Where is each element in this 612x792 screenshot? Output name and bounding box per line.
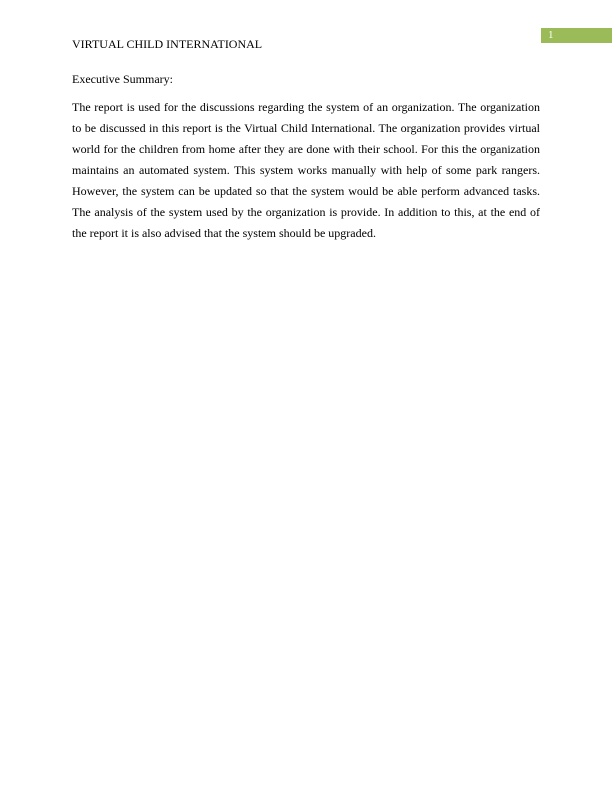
running-header: VIRTUAL CHILD INTERNATIONAL — [72, 37, 263, 51]
page-number: 1 — [541, 28, 612, 43]
section-heading: Executive Summary: — [72, 72, 173, 86]
body-paragraph: The report is used for the discussions regarding the system of an organization. The organization to be discussed in this report is the Virtual Child International. The organization provides virtual world for the children from home after they are done with their school. For this the organization maintains an automated system. This system works manually with help of some park rangers. However, the system can be updated so that the system would be able perform advanced tasks. The analysis of the system used by the organization is provide. In addition to this, at the end of the report it is also advised that the system should be upgraded. — [72, 100, 540, 240]
